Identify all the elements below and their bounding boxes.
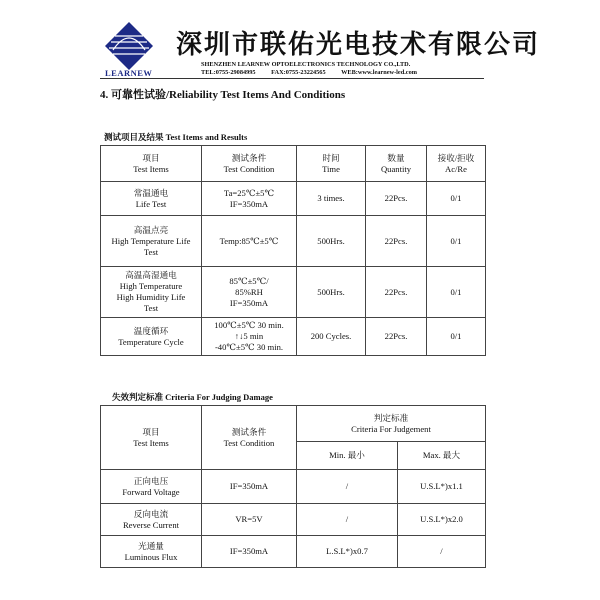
cell-quantity: 22Pcs.: [366, 182, 427, 216]
cell-time: 500Hrs.: [297, 216, 366, 267]
cell-max: U.S.L*)x2.0: [398, 504, 486, 536]
cell-condition: Temp:85℃±5℃: [202, 216, 297, 267]
criteria-table: [100, 405, 486, 568]
cell-min: /: [297, 504, 398, 536]
header-test-items: 项目 Test Items: [101, 406, 202, 470]
cell-time: 200 Cycles.: [297, 318, 366, 356]
cell-item: 温度循环 Temperature Cycle: [101, 318, 202, 356]
header-quantity: 数量 Quantity: [366, 146, 427, 182]
cell-item: 光通量 Luminous Flux: [101, 536, 202, 568]
cell-quantity: 22Pcs.: [366, 267, 427, 318]
logo-diamond-icon: [103, 20, 155, 72]
cell-condition: 85℃±5℃/ 85%RH IF=350mA: [202, 267, 297, 318]
header-rule: [100, 78, 484, 79]
table-row: [101, 318, 486, 356]
cell-quantity: 22Pcs.: [366, 216, 427, 267]
test-table-caption: 测试项目及结果 Test Items and Results: [104, 132, 248, 142]
header-criteria: 判定标准 Criteria For Judgement: [297, 406, 486, 442]
cell-max: U.S.L*)x1.1: [398, 470, 486, 504]
cell-acre: 0/1: [427, 182, 486, 216]
header-ac-re: 接收/拒收 Ac/Re: [427, 146, 486, 182]
company-name-en: SHENZHEN LEARNEW OPTOELECTRONICS TECHNOLOGY CO.,LTD.: [201, 61, 411, 68]
cell-condition: Ta=25℃±5℃ IF=350mA: [202, 182, 297, 216]
header-min: Min. 最小: [297, 442, 398, 470]
header-time: 时间 Time: [297, 146, 366, 182]
web: WEB:www.learnew-led.com: [341, 69, 417, 76]
cell-item: 常温通电 Life Test: [101, 182, 202, 216]
cell-acre: 0/1: [427, 318, 486, 356]
cell-min: /: [297, 470, 398, 504]
cell-condition: 100℃±5℃ 30 min. ↑↓5 min -40℃±5℃ 30 min.: [202, 318, 297, 356]
cell-item: 反向电流 Reverse Current: [101, 504, 202, 536]
cell-condition: IF=350mA: [202, 470, 297, 504]
header-test-items: 项目 Test Items: [101, 146, 202, 182]
cell-acre: 0/1: [427, 267, 486, 318]
section-title: 4. 可靠性试验/Reliability Test Items And Conditions: [100, 89, 346, 101]
cell-item: 高温点亮 High Temperature Life Test: [101, 216, 202, 267]
table-header-row: [101, 406, 486, 442]
cell-acre: 0/1: [427, 216, 486, 267]
cell-time: 500Hrs.: [297, 267, 366, 318]
cell-condition: IF=350mA: [202, 536, 297, 568]
cell-condition: VR=5V: [202, 504, 297, 536]
cell-item: 正向电压 Forward Voltage: [101, 470, 202, 504]
test-items-table: [100, 145, 486, 356]
table-row: [101, 470, 486, 504]
company-name-cn: 深圳市联佑光电技术有限公司: [176, 30, 541, 60]
table-row: [101, 536, 486, 568]
header-max: Max. 最大: [398, 442, 486, 470]
criteria-table-caption: 失效判定标准 Criteria For Judging Damage: [112, 392, 273, 402]
table-row: [101, 504, 486, 536]
cell-item: 高温高湿通电 High Temperature High Humidity Life Test: [101, 267, 202, 318]
cell-time: 3 times.: [297, 182, 366, 216]
tel: TEL:0755-29084995: [201, 69, 256, 76]
table-row: [101, 216, 486, 267]
contact-info: [201, 69, 431, 76]
cell-min: L.S.L*)x0.7: [297, 536, 398, 568]
cell-quantity: 22Pcs.: [366, 318, 427, 356]
table-row: [101, 182, 486, 216]
logo-text: LEARNEW: [105, 68, 153, 78]
header-test-condition: 测试条件 Test Condition: [202, 146, 297, 182]
table-header-row: [101, 146, 486, 182]
fax: FAX:0755-23224565: [271, 69, 326, 76]
table-row: [101, 267, 486, 318]
cell-max: /: [398, 536, 486, 568]
header-test-condition: 测试条件 Test Condition: [202, 406, 297, 470]
